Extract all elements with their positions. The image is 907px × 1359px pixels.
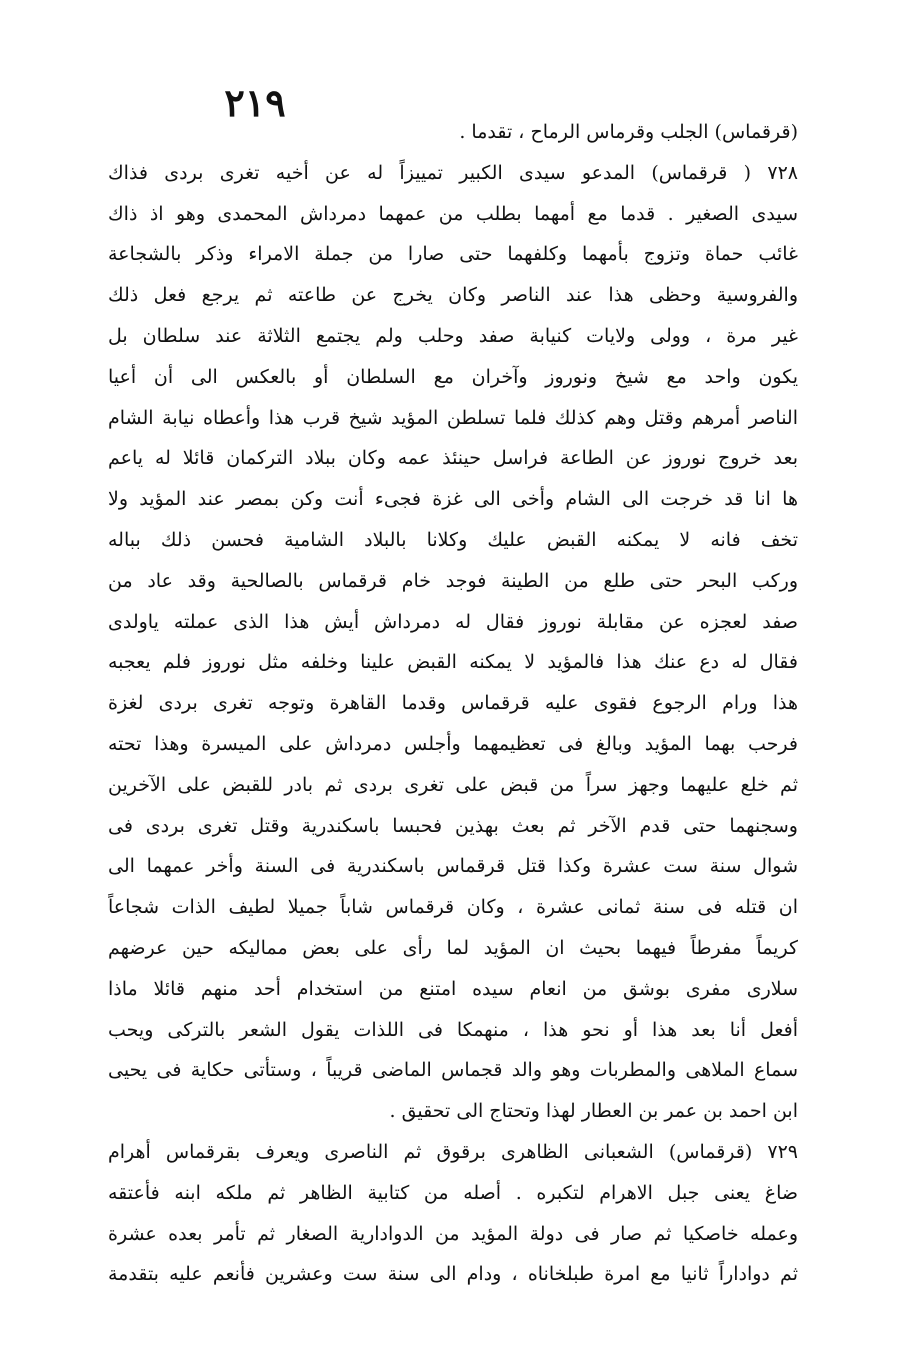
body-text — [108, 112, 798, 1295]
text-line: كريماً مفرطاً فيهما بحيث ان المؤيد لما رأى على بعض مماليكه حين عرضهم — [108, 936, 798, 959]
text-line: غير مرة ، وولى ولايات كنيابة صفد وحلب ولم يجتمع الثلاثة عند سلطان بل — [108, 324, 798, 347]
text-line: يكون واحد مع شيخ ونوروز وآخران مع السلطان أو بالعكس الى أن أعيا — [108, 365, 798, 388]
text-line: ٧٢٨ ( قرقماس) المدعو سيدى الكبير تمييزاً له عن أخيه تغرى بردى فذاك — [108, 161, 798, 184]
text-line: وعمله خاصكيا ثم صار فى دولة المؤيد من الدوادارية الصغار ثم تأمر بعده عشرة — [108, 1222, 798, 1245]
text-line: ابن احمد بن عمر بن العطار لهذا وتحتاج الى تحقيق . — [389, 1100, 798, 1123]
text-line: فقال له دع عنك هذا فالمؤيد لا يمكنه القبض علينا وخلفه مثل نوروز فلم يعجبه — [108, 651, 798, 674]
text-line: الناصر أمرهم وقتل وهم كذلك فلما تسلطن المؤيد شيخ قرب هذا وأعطاه نيابة الشام — [108, 406, 798, 429]
text-line: ثم خلع عليهما وجهز سراً من قبض على تغرى بردى ثم بادر للقبض على الآخرين — [108, 773, 798, 796]
page-number: ٢١٩ — [224, 80, 286, 125]
text-line: والفروسية وحظى هذا عند الناصر وكان يخرج عن طاعته ثم يرجع فعل ذلك — [108, 284, 798, 307]
text-line: (قرقماس) الجلب وقرماس الرماح ، تقدما . — [459, 121, 798, 143]
text-line: تخف فانه لا يمكنه القبض عليك وكلانا بالبلاد الشامية فحسن ذلك بباله — [108, 528, 798, 551]
text-line: وسجنهما حتى قدم الآخر ثم بعث بهذين فحبسا باسكندرية وقتل تغرى بردى فى — [108, 814, 798, 837]
text-line: ٧٢٩ (قرقماس) الشعبانى الظاهرى برقوق ثم الناصرى ويعرف بقرقماس أهرام — [108, 1140, 798, 1163]
text-line: ان قتله فى سنة ثمانى عشرة ، وكان قرقماس شاباً جميلا لطيف الذات شجاعاً — [108, 896, 798, 919]
text-line: ها انا قد خرجت الى الشام وأخى الى غزة فجىء أنت وكن بمصر عند المؤيد ولا — [108, 488, 798, 511]
text-line: سماع الملاهى والمطربات وهو والد قجماس الماضى قريباً ، وستأتى حكاية فى يحيى — [108, 1059, 798, 1082]
text-line: فرحب بهما المؤيد وبالغ فى تعظيمهما وأجلس دمرداش على الميسرة وهذا تحته — [108, 732, 798, 755]
text-line: هذا ورام الرجوع فقوى عليه قرقماس وقدما القاهرة وتوجه تغرى بردى لغزة — [108, 692, 798, 715]
text-line: ثم دواداراً ثانيا مع امرة طبلخاناه ، ودام الى سنة ست وعشرين فأنعم عليه بتقدمة — [108, 1263, 798, 1286]
text-line: بعد خروج نوروز عن الطاعة فراسل حينئذ عمه وكان ببلاد التركمان قائلا له ياعم — [108, 447, 798, 470]
text-line: ضاغ يعنى جبل الاهرام لتكبره . أصله من كتابية الظاهر ثم ملكه ابنه فأعتقه — [108, 1181, 798, 1204]
text-line: صفد لعجزه عن مقابلة نوروز فقال له دمرداش أيش هذا الذى عملته ياولدى — [108, 610, 798, 633]
text-line: وركب البحر حتى طلع من الطينة فوجد خام قرقماس بالصالحية وقد عاد من — [108, 569, 798, 592]
text-line: غائب حماة وتزوج بأمهما وكلفهما حتى صارا من جملة الامراء وذكر بالشجاعة — [108, 243, 798, 266]
text-line: سيدى الصغير . قدما مع أمهما بطلب من عمهما دمرداش المحمدى وهو اذ ذاك — [108, 202, 798, 225]
text-line: شوال سنة ست عشرة وكذا قتل قرقماس باسكندرية فى السنة وأخر عمهما الى — [108, 855, 798, 878]
text-line: أفعل أنا بعد هذا أو نحو هذا ، منهمكا فى اللذات يقول الشعر بالتركى ويحب — [108, 1018, 798, 1041]
text-line: سلارى مفرى بوشق من انعام سيده امتنع من استخدام أحد منهم قائلا ماذا — [108, 977, 798, 1000]
